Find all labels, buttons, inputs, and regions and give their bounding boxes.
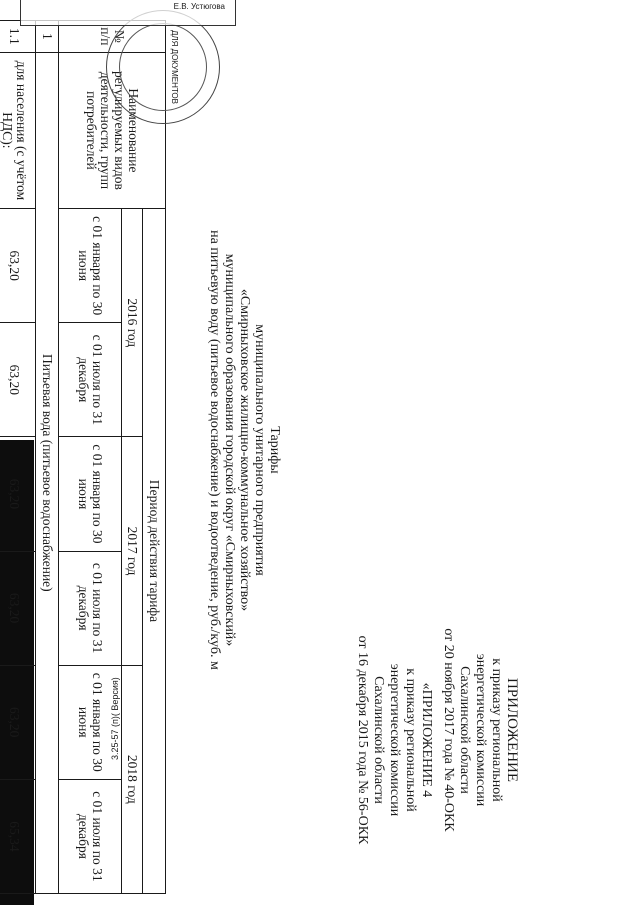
- year-header: 2017 год: [122, 437, 143, 665]
- year-header: 2018 год: [122, 665, 143, 893]
- period-cell: с 01 января по 30 июня: [59, 437, 122, 551]
- section-title: Питьевая вода (питьевое водоснабжение): [36, 52, 59, 893]
- tariff-value: 63,20: [0, 551, 36, 665]
- tariff-value: 63,20: [0, 437, 36, 551]
- appendix-line: к приказу региональной: [489, 658, 504, 802]
- document-title: [207, 150, 282, 750]
- period-cell: с 01 июля по 31 декабря: [59, 779, 122, 893]
- seal-inner-ring: [119, 23, 207, 111]
- rotated-document-page: [0, 2, 520, 900]
- col-number-header: № п/п: [59, 21, 166, 53]
- appendix-line: энергетической комиссии: [387, 663, 402, 817]
- period-header: Период действия тарифа: [143, 209, 166, 894]
- period-cell: с 01 июля по 31 декабря: [59, 551, 122, 665]
- year-header: 2016 год: [122, 209, 143, 437]
- tariff-value: 63,20: [0, 665, 36, 779]
- stamp-signer: Е.В. Устюгова: [173, 2, 225, 11]
- appendix-date: от 16 декабря 2015 года № 56-ОКК: [355, 635, 370, 845]
- appendix-line: энергетической комиссии: [473, 653, 488, 807]
- appendix-block: [440, 600, 520, 860]
- section-number: 1: [36, 21, 59, 53]
- appendix-line: Сахалинской области: [457, 666, 472, 794]
- table-row: [0, 21, 36, 894]
- period-cell: с 01 января по 30 июня: [59, 665, 122, 779]
- period-cell: с 01 июля по 31 декабря: [59, 323, 122, 437]
- row-number: 1.1: [0, 21, 36, 53]
- title-line: муниципального образования городской округ «Смирныховский»: [222, 253, 237, 647]
- title-line: «Смирныховское жилищно-коммунальное хозяйство»: [237, 288, 252, 612]
- row-name: для населения (с учётом НДС):: [0, 52, 36, 208]
- appendix-line: к приказу региональной: [403, 668, 418, 812]
- title-line: муниципального унитарного предприятия: [252, 324, 267, 576]
- round-seal: [106, 10, 220, 124]
- appendix-4-block: [354, 600, 434, 880]
- title-line: на питьевую воду (питьевое водоснабжение) и водоотведение, руб./куб. м: [207, 230, 222, 670]
- tariff-value: 65,34: [0, 779, 36, 893]
- certified-copy-stamp: [20, 0, 236, 26]
- title-line: Тарифы: [267, 426, 282, 474]
- footer-code: 3.25-57 (п)( Версия): [110, 677, 120, 760]
- col-name-header: Наименование регулируемых видов деятельности, групп потребителей: [59, 52, 166, 208]
- appendix-line: Сахалинской области: [371, 676, 386, 804]
- appendix-4-heading: «ПРИЛОЖЕНИЕ 4: [419, 682, 434, 798]
- seal-text: ДЛЯ ДОКУМЕНТОВ: [170, 29, 179, 104]
- tariff-value: 63,20: [0, 209, 36, 323]
- tariff-table: [0, 20, 166, 894]
- appendix-date: от 20 ноября 2017 года № 40-ОКК: [441, 628, 456, 832]
- appendix-heading: ПРИЛОЖЕНИЕ: [504, 677, 520, 783]
- tariff-value: 63,20: [0, 323, 36, 437]
- period-cell: с 01 января по 30 июня: [59, 209, 122, 323]
